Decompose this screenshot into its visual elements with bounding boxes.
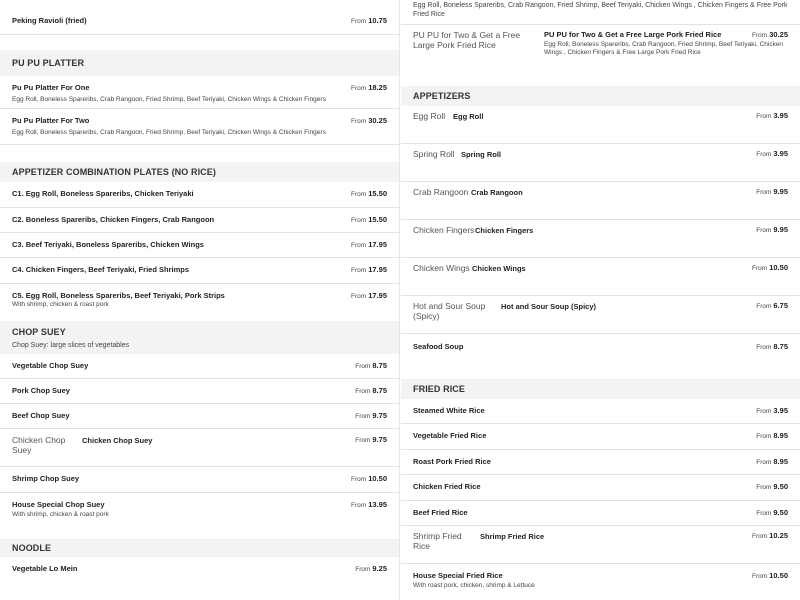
- menu-item-hot-sour-soup[interactable]: [401, 296, 800, 334]
- item-name: C3. Beef Teriyaki, Boneless Spareribs, Chicken Wings: [12, 240, 204, 249]
- section-title: APPETIZER COMBINATION PLATES (NO RICE): [12, 167, 216, 177]
- item-name: Chicken Chop Suey: [82, 436, 153, 445]
- item-price: From 9.95: [756, 225, 788, 234]
- item-name: Pu Pu Platter For One: [12, 83, 90, 92]
- item-description: With shrimp, chicken & roast pork: [12, 301, 109, 308]
- item-price: From 9.75: [355, 411, 387, 420]
- item-image[interactable]: Spring Roll: [413, 149, 455, 159]
- item-price: From 9.95: [756, 187, 788, 196]
- menu-item-pupu-promo[interactable]: [401, 25, 800, 64]
- item-name: Chicken Wings: [472, 264, 526, 273]
- menu-item-spring-roll[interactable]: [401, 144, 800, 182]
- item-price: From 3.95: [756, 149, 788, 158]
- menu-item-shrimp-fried-rice[interactable]: [401, 526, 800, 564]
- item-name: Beef Chop Suey: [12, 411, 70, 420]
- menu-item-seafood-soup[interactable]: [401, 334, 800, 360]
- item-description: Egg Roll, Boneless Spareribs, Crab Rangoon, Fried Shrimp, Beef Teriyaki, Chicken Wings , Chicken Fingers & Free Large Pork Fried Rice: [544, 41, 784, 57]
- item-image[interactable]: PU PU for Two & Get a Free Large Pork Fried Rice: [413, 30, 521, 51]
- item-image[interactable]: Hot and Sour Soup (Spicy): [413, 301, 486, 322]
- menu-item-pupu-two[interactable]: [0, 109, 399, 145]
- item-image[interactable]: Chicken Chop Suey: [12, 435, 66, 456]
- item-name: Pu Pu Platter For Two: [12, 116, 90, 125]
- section-header-fried-rice: [401, 379, 800, 399]
- menu-item-chicken-fingers[interactable]: [401, 220, 800, 258]
- section-header-appetizer-combination: [0, 162, 399, 182]
- item-image[interactable]: Egg Roll: [413, 111, 446, 121]
- item-name: PU PU for Two & Get a Free Large Pork Fried Rice: [544, 30, 722, 39]
- item-price: From 10.75: [351, 16, 387, 25]
- menu-item-house-special-chop-suey[interactable]: [0, 493, 399, 530]
- item-price: From 8.75: [355, 386, 387, 395]
- menu-item-chicken-chop-suey[interactable]: [0, 429, 399, 467]
- item-price: From 9.25: [355, 564, 387, 573]
- item-price: From 3.95: [756, 406, 788, 415]
- section-title: CHOP SUEY: [12, 326, 66, 337]
- menu-item-steamed-white-rice[interactable]: [401, 399, 800, 424]
- menu-item-chicken-wings[interactable]: [401, 258, 800, 296]
- item-price: From 15.50: [351, 189, 387, 198]
- section-header-appetizers: [401, 86, 800, 106]
- item-name: Shrimp Fried Rice: [480, 532, 545, 541]
- item-price: From 18.25: [351, 83, 387, 92]
- item-price: From 17.95: [351, 291, 387, 300]
- menu-item-shrimp-chop-suey[interactable]: [0, 467, 399, 493]
- menu-item-combo-c2[interactable]: [0, 208, 399, 233]
- menu-item-crab-rangoon[interactable]: [401, 182, 800, 220]
- menu-item-pork-chop-suey[interactable]: [0, 379, 399, 404]
- item-name: C1. Egg Roll, Boneless Spareribs, Chicken Teriyaki: [12, 189, 194, 198]
- item-price: From 30.25: [351, 116, 387, 125]
- menu-item-vegetable-lo-mein[interactable]: [0, 557, 399, 583]
- menu-item-peking-ravioli[interactable]: [0, 0, 399, 35]
- menu-item-egg-roll[interactable]: [401, 106, 800, 144]
- item-name: C5. Egg Roll, Boneless Spareribs, Beef Teriyaki, Pork Strips: [12, 291, 225, 300]
- section-header-noodle: [0, 539, 399, 557]
- item-image[interactable]: Chicken Wings: [413, 263, 470, 273]
- section-title: FRIED RICE: [413, 384, 466, 394]
- item-price: From 8.95: [756, 431, 788, 440]
- item-price: From 8.95: [756, 457, 788, 466]
- menu-column-right: [400, 0, 800, 600]
- item-name: House Special Fried Rice: [413, 571, 503, 580]
- item-price: From 30.25: [752, 30, 788, 39]
- item-price: From 8.75: [756, 342, 788, 351]
- menu-item-pupu-one[interactable]: [0, 76, 399, 109]
- item-price: From 9.75: [355, 435, 387, 444]
- item-image[interactable]: Crab Rangoon: [413, 187, 469, 197]
- item-price: From 9.50: [756, 482, 788, 491]
- item-name: Roast Pork Fried Rice: [413, 457, 491, 466]
- item-name: Vegetable Fried Rice: [413, 431, 487, 440]
- item-price: From 6.75: [756, 301, 788, 310]
- item-price: From 10.50: [351, 474, 387, 483]
- menu-item-combo-c4[interactable]: [0, 258, 399, 284]
- menu-item-chicken-fried-rice[interactable]: [401, 475, 800, 501]
- item-description: Egg Roll, Boneless Spareribs, Crab Rangoon, Fried Shrimp, Beef Teriyaki, Chicken Wings & Chicken Fingers: [12, 96, 326, 103]
- section-subtitle: Chop Suey: large slices of vegetables: [12, 341, 130, 349]
- item-name: Beef Fried Rice: [413, 508, 468, 517]
- section-title: APPETIZERS: [413, 91, 471, 101]
- menu-item-vegetable-fried-rice[interactable]: [401, 424, 800, 450]
- section-title: PU PU PLATTER: [12, 58, 85, 68]
- menu-item-combo-c5[interactable]: [0, 284, 399, 312]
- menu-item-house-special-fried-rice[interactable]: [401, 564, 800, 594]
- menu-item-vegetable-chop-suey[interactable]: [0, 354, 399, 379]
- menu-item-beef-chop-suey[interactable]: [0, 404, 399, 429]
- item-price: From 17.95: [351, 240, 387, 249]
- item-name: Crab Rangoon: [471, 188, 523, 197]
- item-description: Egg Roll, Boneless Spareribs, Crab Rangoon, Fried Shrimp, Beef Teriyaki, Chicken Wings & Chicken Fingers: [12, 129, 326, 136]
- item-description: With roast pork, chicken, shrimp & Lettuce: [413, 582, 535, 589]
- item-price: From 17.95: [351, 265, 387, 274]
- item-name: Chicken Fried Rice: [413, 482, 481, 491]
- item-name: Egg Roll: [453, 112, 484, 121]
- item-name: Seafood Soup: [413, 342, 464, 351]
- item-name: C2. Boneless Spareribs, Chicken Fingers, Crab Rangoon: [12, 215, 215, 224]
- menu-item-beef-fried-rice[interactable]: [401, 501, 800, 526]
- item-name: Pork Chop Suey: [12, 386, 70, 395]
- item-name: Steamed White Rice: [413, 406, 485, 415]
- item-price: From 8.75: [355, 361, 387, 370]
- item-price: From 10.50: [752, 263, 788, 272]
- menu-item-combo-c1[interactable]: [0, 182, 399, 208]
- section-title: NOODLE: [12, 543, 52, 553]
- item-image[interactable]: Chicken Fingers: [413, 225, 475, 235]
- item-image[interactable]: Shrimp Fried Rice: [413, 531, 462, 552]
- item-name: Hot and Sour Soup (Spicy): [501, 302, 596, 311]
- item-price: From 10.25: [752, 531, 788, 540]
- menu-item-continued[interactable]: [401, 0, 800, 25]
- item-name: Shrimp Chop Suey: [12, 474, 80, 483]
- menu-item-roast-pork-fried-rice[interactable]: [401, 450, 800, 475]
- item-name: House Special Chop Suey: [12, 500, 105, 509]
- item-price: From 10.50: [752, 571, 788, 580]
- item-name: Chicken Fingers: [475, 226, 534, 235]
- item-description: Egg Roll, Boneless Spareribs, Crab Rangoon, Fried Shrimp, Beef Teriyaki, Chicken Wings , Chicken Fingers & Free Pork Fried Rice: [413, 2, 788, 18]
- item-name: Vegetable Chop Suey: [12, 361, 89, 370]
- item-price: From 9.50: [756, 508, 788, 517]
- item-name: C4. Chicken Fingers, Beef Teriyaki, Fried Shrimps: [12, 265, 190, 274]
- menu-item-combo-c3[interactable]: [0, 233, 399, 258]
- item-price: From 3.95: [756, 111, 788, 120]
- item-name: Vegetable Lo Mein: [12, 564, 78, 573]
- item-name: Peking Ravioli (fried): [12, 16, 87, 25]
- item-name: Spring Roll: [461, 150, 501, 159]
- item-price: From 13.95: [351, 500, 387, 509]
- item-description: With shrimp, chicken & roast pork: [12, 511, 109, 518]
- item-price: From 15.50: [351, 215, 387, 224]
- section-header-chop-suey: [0, 321, 399, 354]
- section-header-pupu-platter: [0, 50, 399, 76]
